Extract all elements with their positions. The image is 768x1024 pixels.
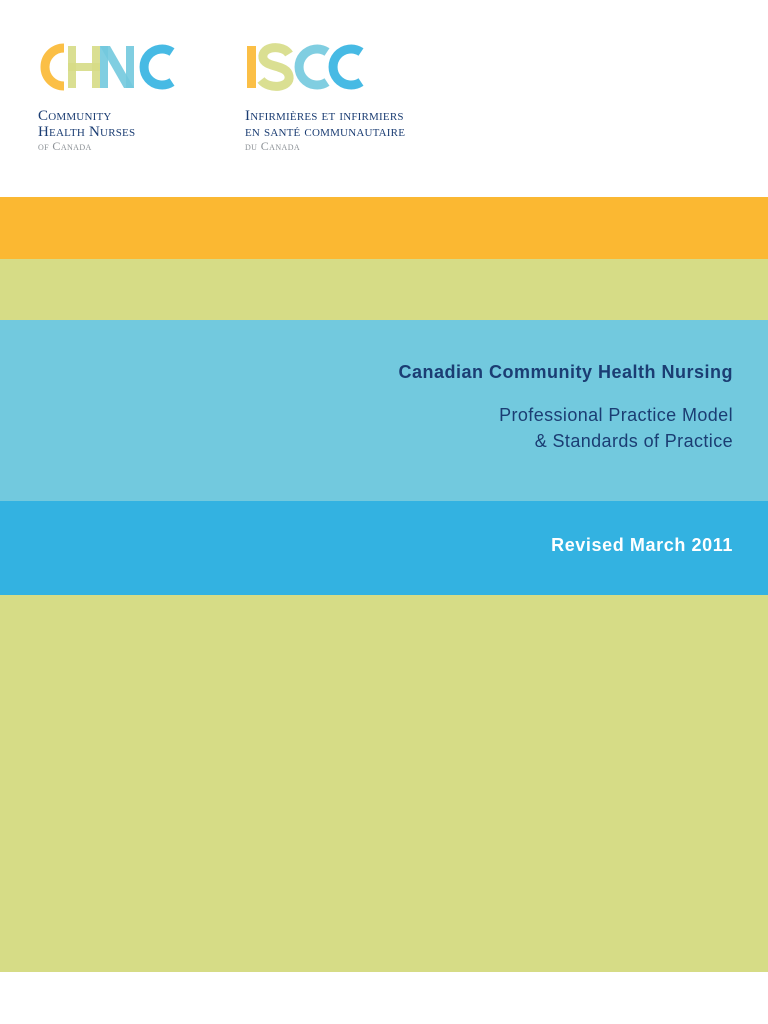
document-title: Canadian Community Health Nursing xyxy=(398,362,733,382)
document-subtitle-line1: Professional Practice Model xyxy=(499,405,733,425)
orange-band xyxy=(0,197,768,259)
chnc-name-line1: Community xyxy=(38,108,112,124)
chnc-logo-block xyxy=(38,40,178,153)
iscc-name-line1: Infirmières et infirmiers xyxy=(245,108,404,124)
iscc-logo-block xyxy=(245,40,405,153)
iscc-logo-mark xyxy=(245,40,365,94)
chnc-name-line2: Health Nurses xyxy=(38,124,136,140)
document-subtitle-line2: & Standards of Practice xyxy=(534,431,733,451)
revision-date: Revised March 2011 xyxy=(551,535,733,555)
iscc-name-line2: en santé communautaire xyxy=(245,124,406,140)
iscc-sub: du Canada xyxy=(245,139,301,153)
lime-band-top xyxy=(0,259,768,320)
chnc-logo-mark xyxy=(38,40,178,94)
chnc-sub: of Canada xyxy=(38,139,92,153)
cover-header xyxy=(0,0,768,197)
lime-band-bottom xyxy=(0,595,768,972)
